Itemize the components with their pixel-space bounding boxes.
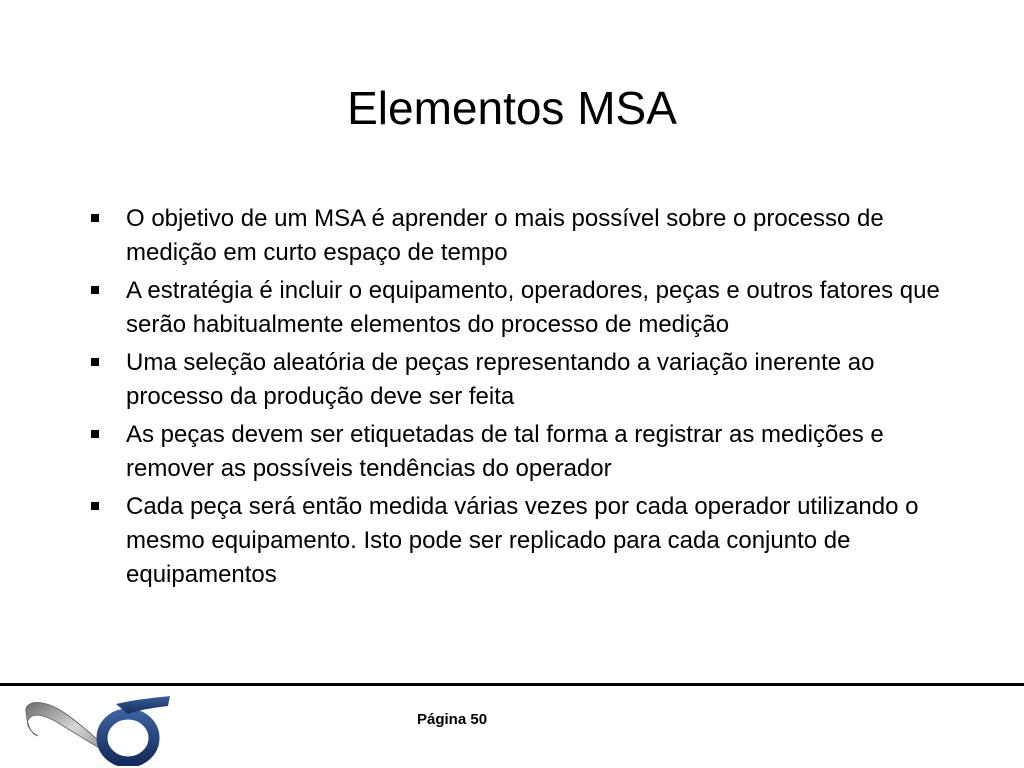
sigma-logo-icon	[20, 690, 180, 766]
bullet-text: Cada peça será então medida várias vezes por cada operador utilizando o mesmo equipamento. Isto pode ser replicado para cada conjunto de equipamentos	[126, 493, 919, 588]
square-bullet-icon	[91, 358, 99, 366]
bullet-item	[88, 274, 948, 342]
square-bullet-icon	[91, 286, 99, 294]
footer-divider	[0, 683, 1024, 686]
bullet-item	[88, 490, 948, 592]
bullet-text: As peças devem ser etiquetadas de tal forma a registrar as medições e remover as possíveis tendências do operador	[126, 421, 884, 482]
slide-title: Elementos MSA	[347, 82, 677, 134]
page-number: Página 50	[417, 711, 488, 728]
bullet-list	[88, 202, 948, 596]
bullet-text: Uma seleção aleatória de peças representando a variação inerente ao processo da produção deve ser feita	[126, 349, 875, 410]
square-bullet-icon	[91, 502, 99, 510]
square-bullet-icon	[91, 430, 99, 438]
bullet-item	[88, 346, 948, 414]
bullet-text: A estratégia é incluir o equipamento, operadores, peças e outros fatores que serão habitualmente elementos do processo de medição	[126, 277, 940, 338]
square-bullet-icon	[91, 214, 99, 222]
bullet-item	[88, 202, 948, 270]
bullet-item	[88, 418, 948, 486]
bullet-text: O objetivo de um MSA é aprender o mais possível sobre o processo de medição em curto espaço de tempo	[126, 205, 884, 266]
